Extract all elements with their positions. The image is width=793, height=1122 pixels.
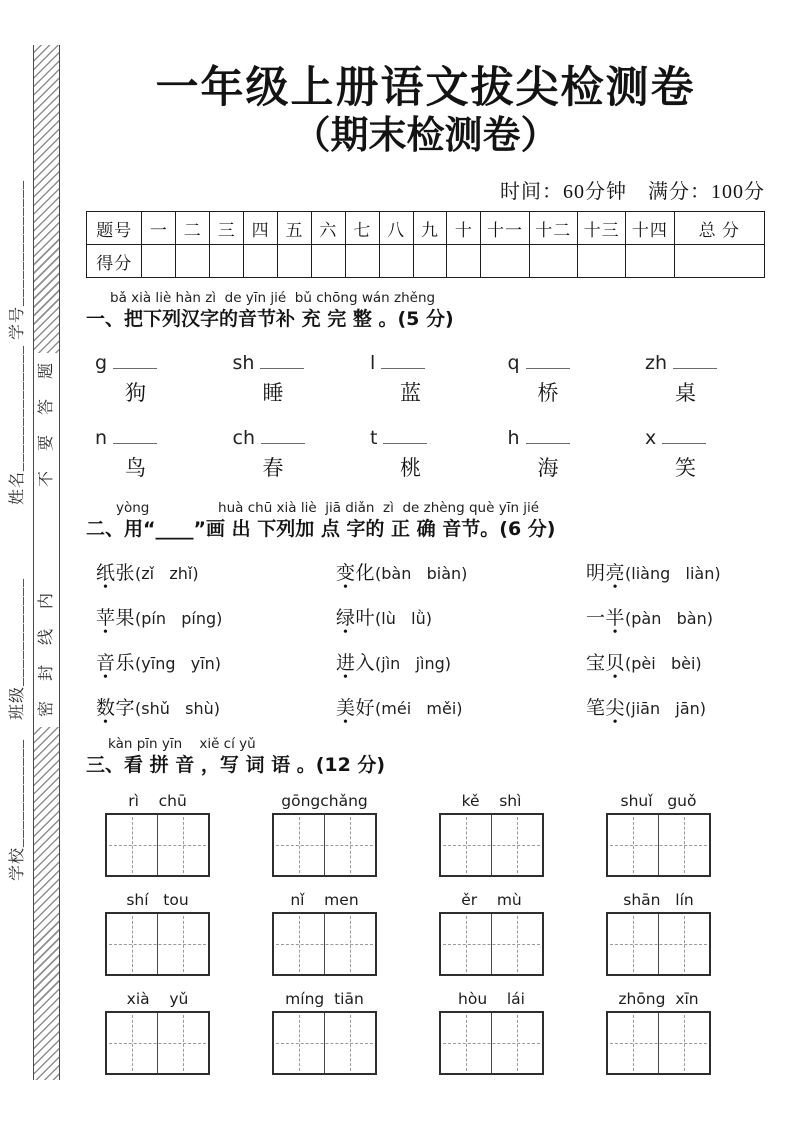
word-char: 美 xyxy=(336,698,356,719)
student-id-field: 学号______________ xyxy=(9,179,26,340)
syllable-item xyxy=(370,427,462,482)
word-choice-item xyxy=(586,648,771,675)
word-writing-item xyxy=(439,990,544,1075)
word-writing-item xyxy=(272,891,377,976)
writing-grid xyxy=(272,813,377,877)
pinyin-options: (pèi bèi) xyxy=(625,654,702,673)
initial-label: x xyxy=(645,427,657,450)
table-header-cell: 题号 xyxy=(87,212,142,245)
pinyin-options: (zǐ zhǐ) xyxy=(135,564,199,583)
hanzi-label: 笑 xyxy=(675,456,696,481)
writing-grid xyxy=(105,813,210,877)
exam-paper xyxy=(86,64,765,1075)
writing-grid xyxy=(272,1011,377,1075)
grid-cell xyxy=(274,1013,324,1073)
answer-blank xyxy=(526,355,570,369)
answer-blank xyxy=(673,355,717,369)
hanzi-label: 海 xyxy=(537,456,559,481)
word-choice-item xyxy=(336,603,586,630)
hatch-pattern-top xyxy=(34,45,59,353)
syllable-item xyxy=(95,427,187,482)
writing-grid xyxy=(439,813,544,877)
grid-cell xyxy=(274,914,324,974)
word-char: 纸 xyxy=(96,563,116,584)
table-header-cell: 十 xyxy=(447,212,481,245)
word-writing-item xyxy=(105,891,210,976)
writing-row-1 xyxy=(86,792,765,877)
pinyin-label: shí tou xyxy=(126,890,189,909)
writing-grid xyxy=(606,912,711,976)
word xyxy=(96,653,135,674)
score-cell xyxy=(142,245,176,278)
hatch-pattern-bottom xyxy=(34,727,59,1080)
word-char: 果 xyxy=(115,608,136,629)
answer-blank xyxy=(113,355,157,369)
seal-text-char: 答 xyxy=(36,398,56,416)
word-char: 音 xyxy=(96,653,116,674)
word-char: 乐 xyxy=(115,653,136,674)
grid-cell xyxy=(107,815,157,875)
section-1-title: 一、把下列汉字的音节补 充 完 整 。(5 分) xyxy=(86,308,454,331)
grid-cell xyxy=(157,815,208,875)
syllable-item xyxy=(370,352,462,407)
word xyxy=(336,653,375,674)
grid-cell xyxy=(491,815,542,875)
hanzi-label: 桃 xyxy=(400,456,421,481)
seal-line-band xyxy=(33,45,60,1080)
answer-blank xyxy=(261,430,305,444)
word-choice-item xyxy=(336,693,586,720)
answer-blank xyxy=(383,430,427,444)
word xyxy=(586,608,625,629)
section-3-pinyin: kàn pīn yīn xiě cí yǔ xyxy=(108,736,256,752)
grid-cell xyxy=(658,815,709,875)
pinyin-options: (shǔ shù) xyxy=(135,699,221,718)
pinyin-options: (pàn bàn) xyxy=(625,609,713,628)
word-char: 字 xyxy=(115,698,136,719)
initial-label: n xyxy=(95,427,108,450)
answer-blank xyxy=(381,355,425,369)
score-table xyxy=(86,211,765,278)
word-char: 半 xyxy=(605,608,626,629)
word-writing-item xyxy=(606,891,711,976)
score-cell xyxy=(278,245,312,278)
pinyin-label: shān lín xyxy=(623,890,694,909)
grid-cell xyxy=(324,914,375,974)
writing-row-3 xyxy=(86,990,765,1075)
word-writing-item xyxy=(272,990,377,1075)
answer-blank xyxy=(260,355,304,369)
pinyin-options: (yīng yīn) xyxy=(135,654,222,673)
pinyin-label: míng tiān xyxy=(285,989,364,1008)
word-char: 化 xyxy=(355,563,376,584)
score-cell xyxy=(176,245,210,278)
grid-cell xyxy=(157,1013,208,1073)
score-cell xyxy=(529,245,577,278)
word-char: 笔 xyxy=(586,698,606,719)
word-char: 好 xyxy=(355,698,376,719)
word xyxy=(336,698,375,719)
word xyxy=(586,698,625,719)
seal-text-char: 内 xyxy=(36,592,56,610)
word-choice-item xyxy=(336,648,586,675)
grid-cell xyxy=(658,1013,709,1073)
word xyxy=(96,698,135,719)
class-field: 班级____________ xyxy=(9,578,26,721)
syllable-item xyxy=(645,427,737,482)
initial-label: l xyxy=(370,352,376,375)
score-cell xyxy=(379,245,413,278)
syllable-row-1 xyxy=(86,352,765,407)
word-choice-item xyxy=(586,603,771,630)
score-cell xyxy=(345,245,379,278)
grid-cell xyxy=(608,1013,658,1073)
pinyin-label: hòu lái xyxy=(458,989,525,1008)
pinyin-label: gōngchǎng xyxy=(281,791,368,810)
hanzi-label: 桥 xyxy=(537,381,559,406)
grid-cell xyxy=(491,1013,542,1073)
pinyin-label: zhōng xīn xyxy=(618,989,699,1008)
word-char: 进 xyxy=(336,653,356,674)
word-char: 一 xyxy=(586,608,606,629)
word xyxy=(586,563,625,584)
seal-text-char: 封 xyxy=(36,664,56,682)
table-header-cell: 五 xyxy=(278,212,312,245)
writing-grid xyxy=(606,1011,711,1075)
student-name-field: 姓名______________ xyxy=(9,344,26,505)
syllable-item xyxy=(508,427,600,482)
word-choice-item xyxy=(336,558,586,585)
word-char: 变 xyxy=(336,563,356,584)
word-writing-item xyxy=(439,891,544,976)
syllable-item xyxy=(233,427,325,482)
initial-label: g xyxy=(95,352,108,375)
word xyxy=(336,563,375,584)
grid-cell xyxy=(491,914,542,974)
word xyxy=(96,608,135,629)
word xyxy=(336,608,375,629)
initial-label: sh xyxy=(232,352,255,375)
table-header-cell: 总 分 xyxy=(674,212,765,245)
word-choice-item xyxy=(96,648,336,675)
grid-cell xyxy=(324,815,375,875)
grid-cell xyxy=(157,914,208,974)
writing-grid xyxy=(439,1011,544,1075)
score-cell xyxy=(244,245,278,278)
hanzi-label: 狗 xyxy=(125,381,146,406)
table-header-cell: 七 xyxy=(345,212,379,245)
pinyin-options: (bàn biàn) xyxy=(375,564,468,583)
writing-grid xyxy=(105,1011,210,1075)
word-char: 张 xyxy=(115,563,136,584)
grid-cell xyxy=(608,815,658,875)
time-and-score-line: 时间：60分钟 满分：100分 xyxy=(500,181,765,204)
table-header-cell: 四 xyxy=(244,212,278,245)
initial-label: q xyxy=(507,352,520,375)
grid-cell xyxy=(324,1013,375,1073)
pinyin-options: (méi měi) xyxy=(375,699,463,718)
section-1 xyxy=(86,290,765,482)
score-cell xyxy=(447,245,481,278)
table-header-cell: 八 xyxy=(379,212,413,245)
pinyin-options: (liàng liàn) xyxy=(625,564,721,583)
hanzi-label: 春 xyxy=(262,456,284,481)
hanzi-label: 蓝 xyxy=(400,381,421,406)
word-char: 贝 xyxy=(605,653,626,674)
syllable-item xyxy=(508,352,600,407)
score-cell xyxy=(481,245,529,278)
word-char: 宝 xyxy=(586,653,606,674)
score-row-label: 得分 xyxy=(87,245,142,278)
initial-label: h xyxy=(507,427,520,450)
word-char: 入 xyxy=(355,653,376,674)
pinyin-label: shuǐ guǒ xyxy=(620,791,697,810)
word xyxy=(96,563,135,584)
word-writing-item xyxy=(105,990,210,1075)
word-writing-item xyxy=(105,792,210,877)
score-cell xyxy=(210,245,244,278)
grid-cell xyxy=(441,815,491,875)
initial-label: t xyxy=(370,427,378,450)
initial-label: ch xyxy=(232,427,255,450)
grid-cell xyxy=(107,914,157,974)
pinyin-label: kě shì xyxy=(461,791,522,810)
pinyin-label: nǐ men xyxy=(290,890,359,909)
pinyin-options: (lù lǜ) xyxy=(375,609,432,628)
grid-cell xyxy=(107,1013,157,1073)
seal-text-char: 题 xyxy=(36,362,56,380)
table-header-cell: 十四 xyxy=(626,212,674,245)
score-cell xyxy=(311,245,345,278)
syllable-item xyxy=(233,352,325,407)
table-header-cell: 一 xyxy=(142,212,176,245)
word-writing-item xyxy=(606,990,711,1075)
pinyin-label: xià yǔ xyxy=(126,989,189,1008)
table-header-cell: 六 xyxy=(311,212,345,245)
word-char: 绿 xyxy=(336,608,356,629)
writing-row-2 xyxy=(86,891,765,976)
section-2-title: 二、用“____”画 出 下列加 点 字的 正 确 音节。(6 分) xyxy=(86,518,556,541)
section-2-pinyin: yòng huà chū xià liè jiā diǎn zì de zhèng què yīn jié xyxy=(116,500,540,517)
score-cell xyxy=(626,245,674,278)
table-header-cell: 十一 xyxy=(481,212,529,245)
grid-cell xyxy=(658,914,709,974)
seal-text-char: 不 xyxy=(36,470,56,488)
word-char: 数 xyxy=(96,698,116,719)
grid-cell xyxy=(608,914,658,974)
pinyin-choice-grid xyxy=(86,558,765,720)
word-char: 亮 xyxy=(605,563,626,584)
grid-cell xyxy=(441,914,491,974)
table-header-cell: 九 xyxy=(413,212,447,245)
word-choice-item xyxy=(96,558,336,585)
hanzi-label: 桌 xyxy=(675,381,696,406)
question-number-row xyxy=(87,212,765,245)
word xyxy=(586,653,625,674)
initial-label: zh xyxy=(645,352,668,375)
word-char: 尖 xyxy=(605,698,626,719)
writing-grid xyxy=(606,813,711,877)
syllable-item xyxy=(95,352,187,407)
word-char: 苹 xyxy=(96,608,116,629)
word-writing-item xyxy=(606,792,711,877)
score-cell xyxy=(577,245,625,278)
syllable-row-2 xyxy=(86,427,765,482)
table-header-cell: 十二 xyxy=(529,212,577,245)
seal-text-char: 要 xyxy=(36,434,56,452)
word-char: 叶 xyxy=(355,608,376,629)
answer-blank xyxy=(526,430,570,444)
seal-text-char: 密 xyxy=(36,700,56,718)
exam-title: 一年级上册语文拔尖检测卷 xyxy=(155,65,696,112)
word-writing-item xyxy=(272,792,377,877)
table-header-cell: 三 xyxy=(210,212,244,245)
syllable-item xyxy=(645,352,737,407)
pinyin-label: rì chū xyxy=(128,791,187,810)
exam-subtitle: （期末检测卷） xyxy=(292,115,559,158)
grid-cell xyxy=(274,815,324,875)
answer-blank xyxy=(662,430,706,444)
grid-cell xyxy=(441,1013,491,1073)
word-writing-item xyxy=(439,792,544,877)
writing-grid xyxy=(439,912,544,976)
section-1-pinyin: bǎ xià liè hàn zì de yīn jié bǔ chōng wán zhěng xyxy=(110,290,436,307)
pinyin-options: (jiān jān) xyxy=(625,699,706,718)
hanzi-label: 睡 xyxy=(262,381,284,406)
section-3-title: 三、看 拼 音 ，写 词 语 。(12 分) xyxy=(86,754,386,777)
answer-blank xyxy=(113,430,157,444)
pinyin-label: ěr mù xyxy=(461,890,522,909)
word-choice-item xyxy=(96,693,336,720)
pinyin-options: (jìn jìng) xyxy=(375,654,451,673)
writing-grid xyxy=(105,912,210,976)
table-header-cell: 二 xyxy=(176,212,210,245)
score-cell xyxy=(674,245,765,278)
word-choice-item xyxy=(586,558,771,585)
section-3 xyxy=(86,736,765,1075)
seal-text-char: 线 xyxy=(36,628,56,646)
score-row xyxy=(87,245,765,278)
hanzi-label: 鸟 xyxy=(125,456,146,481)
table-header-cell: 十三 xyxy=(577,212,625,245)
word-choice-item xyxy=(586,693,771,720)
writing-grid xyxy=(272,912,377,976)
score-cell xyxy=(413,245,447,278)
word-char: 明 xyxy=(586,563,606,584)
pinyin-options: (pín píng) xyxy=(135,609,223,628)
section-2 xyxy=(86,500,765,720)
word-choice-item xyxy=(96,603,336,630)
school-field: 学校____________ xyxy=(9,739,26,882)
